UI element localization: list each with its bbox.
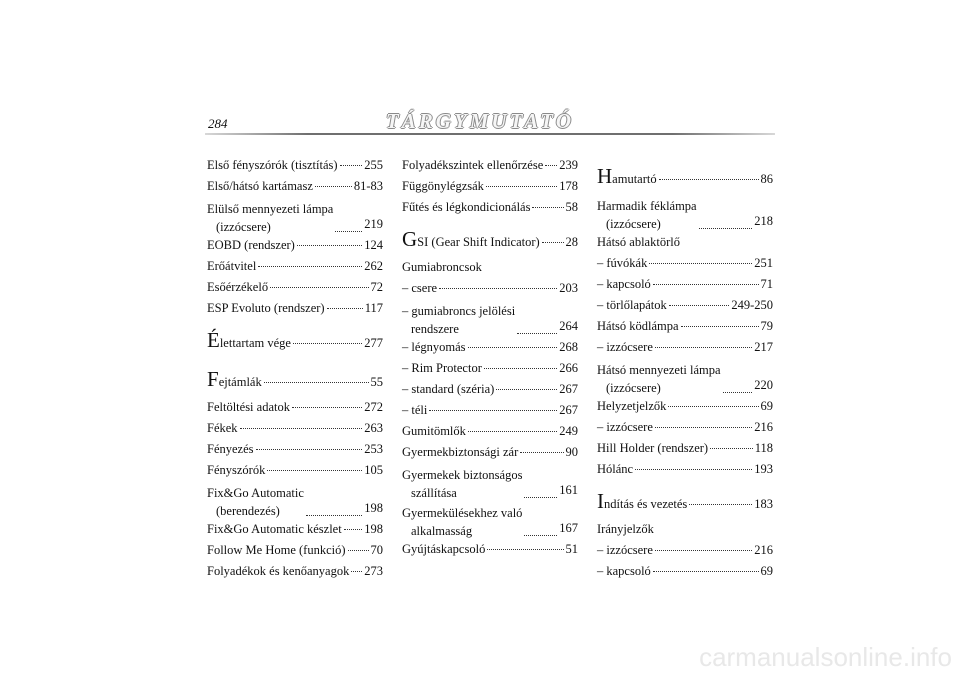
dot-leader — [258, 266, 362, 267]
index-entry-label — [402, 197, 530, 218]
page-reference: 161 — [559, 483, 578, 497]
index-entry-label — [597, 232, 680, 253]
page-reference: 262 — [364, 259, 383, 273]
index-entry-label — [597, 337, 653, 358]
dot-leader — [348, 550, 369, 551]
index-entry-text: EOBD (rendszer) — [207, 238, 295, 252]
index-entry-label — [597, 360, 721, 396]
index-entry-text: Hátsó ablaktörlő — [597, 235, 680, 249]
index-entry — [207, 256, 383, 277]
index-entry-label — [207, 483, 304, 519]
index-entry-text: – légnyomás — [402, 340, 466, 354]
index-entry — [207, 197, 383, 235]
dot-leader — [517, 333, 557, 334]
dot-leader — [468, 347, 558, 348]
dot-leader — [264, 382, 369, 383]
index-entry-heading: Elülső mennyezeti lámpa — [207, 202, 334, 216]
page-reference: 266 — [559, 361, 578, 375]
index-entry — [402, 463, 578, 501]
dot-leader — [545, 165, 557, 166]
index-entry-label — [402, 278, 437, 299]
index-entry — [207, 298, 383, 319]
index-entry-label — [207, 561, 349, 582]
page-reference: 198 — [364, 522, 383, 536]
page-reference: 55 — [370, 375, 383, 389]
page-reference: 105 — [364, 463, 383, 477]
index-entry — [207, 418, 383, 439]
page-reference: 183 — [754, 497, 773, 511]
index-entry-subtext: rendszere — [411, 322, 459, 336]
index-entry — [402, 278, 578, 299]
dot-leader — [699, 228, 753, 229]
page-reference: 178 — [559, 179, 578, 193]
dot-leader — [486, 186, 557, 187]
page-reference: 277 — [364, 336, 383, 350]
page-reference: 118 — [754, 441, 773, 455]
index-entry-label — [597, 253, 647, 274]
dot-leader — [659, 179, 759, 180]
index-entry — [402, 539, 578, 560]
dot-leader — [344, 529, 363, 530]
index-entry-label — [207, 298, 325, 319]
index-entry-label — [402, 465, 522, 501]
index-entry-text: Hátsó ködlámpa — [597, 319, 679, 333]
page-reference: 198 — [364, 501, 383, 515]
index-entry — [597, 540, 773, 561]
dot-leader — [542, 242, 564, 243]
page-reference: 203 — [559, 281, 578, 295]
page-reference: 267 — [559, 403, 578, 417]
dot-leader — [468, 431, 557, 432]
index-entry-label — [597, 196, 697, 232]
index-entry-text: Fékek — [207, 421, 238, 435]
page-number: 284 — [208, 116, 228, 131]
index-entry-label — [207, 155, 338, 176]
index-entry-label — [207, 519, 342, 540]
letter-initial: G — [402, 227, 418, 251]
index-entry-label — [207, 460, 265, 481]
index-entry-heading: Gyermekülésekhez való — [402, 506, 523, 520]
page-reference: 58 — [565, 200, 578, 214]
page-reference: 253 — [364, 442, 383, 456]
page-reference: 79 — [760, 319, 773, 333]
index-entry-label — [597, 519, 654, 540]
page-reference: 249 — [559, 424, 578, 438]
page-reference: 72 — [370, 280, 383, 294]
page-reference: 28 — [565, 235, 578, 249]
letter-initial: F — [207, 367, 219, 391]
index-entry-label — [402, 539, 485, 560]
dot-leader — [681, 326, 759, 327]
index-entry-label — [597, 396, 666, 417]
letter-initial: É — [207, 328, 220, 352]
index-entry — [597, 459, 773, 480]
index-entry-text: Gumiabroncsok — [402, 260, 482, 274]
index-entry-label — [207, 540, 346, 561]
index-entry-heading: – gumiabroncs jelölési — [402, 304, 516, 318]
index-entry-label — [597, 561, 651, 582]
index-entry-label — [597, 166, 657, 190]
dot-leader — [689, 504, 752, 505]
index-entry — [207, 519, 383, 540]
index-entry-label — [207, 176, 313, 197]
index-entry-label — [207, 235, 295, 256]
index-entry-subtext: (berendezés) — [216, 504, 280, 518]
index-entry-label — [207, 277, 268, 298]
index-column-3 — [597, 155, 773, 582]
dot-leader — [496, 389, 557, 390]
index-entry — [402, 501, 578, 539]
page-reference: 51 — [565, 542, 578, 556]
index-entry-text: lettartam vége — [219, 336, 291, 350]
dot-leader — [524, 497, 557, 498]
dot-leader — [439, 288, 557, 289]
index-entry-text: Függönylégzsák — [402, 179, 484, 193]
index-entry-text: Hólánc — [597, 462, 634, 476]
index-entry — [597, 232, 773, 253]
dot-leader — [297, 245, 362, 246]
index-entry — [402, 442, 578, 463]
dot-leader — [487, 549, 563, 550]
index-entry — [207, 277, 383, 298]
index-entry-label — [402, 400, 427, 421]
page-reference: 81-83 — [353, 179, 383, 193]
index-entry-label — [597, 274, 651, 295]
page-reference: 264 — [559, 319, 578, 333]
index-entry-text: ESP Evoluto (rendszer) — [207, 301, 325, 315]
index-column-1 — [207, 155, 383, 582]
header-rule — [205, 133, 775, 135]
page-reference: 218 — [754, 214, 773, 228]
dot-leader — [655, 550, 752, 551]
index-entry-text: Első fényszórók (tisztítás) — [207, 158, 338, 172]
index-entry — [597, 166, 773, 194]
page-reference: 217 — [754, 340, 773, 354]
index-entry-text: Hill Holder (rendszer) — [597, 441, 709, 455]
index-entry — [597, 253, 773, 274]
index-column-2 — [402, 155, 578, 560]
index-entry — [402, 400, 578, 421]
dot-leader — [429, 410, 557, 411]
page-reference: 263 — [364, 421, 383, 435]
index-entry — [597, 561, 773, 582]
index-entry — [207, 330, 383, 358]
index-entry-label — [402, 176, 484, 197]
dot-leader — [669, 305, 730, 306]
index-entry-label — [402, 155, 543, 176]
index-entry-text: Első/hátsó kartámasz — [207, 179, 313, 193]
page-reference: 167 — [559, 521, 578, 535]
index-entry-text: – fúvókák — [597, 256, 648, 270]
index-entry-label — [207, 439, 254, 460]
index-entry — [597, 491, 773, 519]
index-entry-text: Irányjelzők — [597, 522, 654, 536]
index-entry-text: – izzócsere — [597, 420, 653, 434]
index-entry-label — [402, 337, 466, 358]
index-entry — [597, 519, 773, 540]
index-entry — [597, 316, 773, 337]
dot-leader — [520, 452, 563, 453]
letter-initial: I — [597, 489, 604, 513]
page-reference: 69 — [760, 564, 773, 578]
page-reference: 216 — [754, 420, 773, 434]
index-entry-label — [402, 421, 466, 442]
index-entry — [597, 396, 773, 417]
index-entry-label — [597, 438, 708, 459]
index-entry-text: Fényezés — [207, 442, 254, 456]
section-title: TÁRGYMUTATÓ — [385, 109, 575, 133]
dot-leader — [335, 231, 362, 232]
page-reference: 124 — [364, 238, 383, 252]
dot-leader — [524, 535, 557, 536]
dot-leader — [292, 407, 362, 408]
dot-leader — [710, 448, 753, 449]
index-entry-label — [207, 199, 333, 235]
index-entry-text: – kapcsoló — [597, 277, 651, 291]
index-entry — [402, 337, 578, 358]
index-entry — [207, 439, 383, 460]
index-entry — [402, 379, 578, 400]
index-entry — [207, 460, 383, 481]
index-entry-label — [207, 397, 290, 418]
page-reference: 255 — [364, 158, 383, 172]
index-entry-label — [597, 316, 679, 337]
page-reference: 216 — [754, 543, 773, 557]
dot-leader — [723, 392, 753, 393]
index-entry-text: amutartó — [612, 172, 657, 186]
index-entry-text: Feltöltési adatok — [207, 400, 290, 414]
dot-leader — [655, 427, 752, 428]
page-reference: 193 — [754, 462, 773, 476]
index-entry — [207, 176, 383, 197]
index-entry-label — [597, 459, 633, 480]
watermark: carmanualsonline.info — [699, 642, 952, 672]
index-entry — [402, 155, 578, 176]
index-entry-label — [207, 418, 238, 439]
index-entry — [207, 369, 383, 397]
index-entry — [207, 235, 383, 256]
page-reference: 69 — [760, 399, 773, 413]
page-reference: 249-250 — [731, 298, 773, 312]
index-entry-heading: Gyermekek biztonságos — [402, 468, 523, 482]
index-entry-label — [207, 369, 262, 393]
dot-leader — [270, 287, 368, 288]
index-entry-text: Gumitömlők — [402, 424, 466, 438]
index-entry — [207, 540, 383, 561]
index-entry-text: Fényszórók — [207, 463, 266, 477]
index-entry — [402, 421, 578, 442]
dot-leader — [306, 515, 362, 516]
index-entry-label — [207, 330, 291, 354]
dot-leader — [240, 428, 363, 429]
dot-leader — [484, 368, 557, 369]
index-entry-label — [402, 257, 482, 278]
index-entry-subtext: (izzócsere) — [606, 217, 661, 231]
index-entry-text: – izzócsere — [597, 340, 653, 354]
index-entry-subtext: alkalmasság — [411, 524, 473, 538]
dot-leader — [256, 449, 363, 450]
index-entry-text: – téli — [402, 403, 428, 417]
index-entry — [597, 417, 773, 438]
index-entry-text: Gyújtáskapcsoló — [402, 542, 486, 556]
index-entry — [402, 176, 578, 197]
page-reference: 267 — [559, 382, 578, 396]
index-entry-label — [207, 256, 256, 277]
page-reference: 86 — [760, 172, 773, 186]
index-entry-label — [402, 503, 522, 539]
index-entry-label — [597, 417, 653, 438]
index-entry — [597, 194, 773, 232]
page-reference: 71 — [760, 277, 773, 291]
letter-initial: H — [597, 164, 613, 188]
index-entry-text: Gyermekbiztonsági zár — [402, 445, 519, 459]
page-reference: 70 — [370, 543, 383, 557]
dot-leader — [293, 343, 362, 344]
index-entry-label — [402, 379, 494, 400]
dot-leader — [327, 308, 363, 309]
dot-leader — [668, 406, 758, 407]
index-entry-text: ndítás és vezetés — [604, 497, 688, 511]
index-entry-text: Fűtés és légkondicionálás — [402, 200, 531, 214]
page-reference: 272 — [364, 400, 383, 414]
index-entry-label — [402, 358, 482, 379]
index-entry-text: – csere — [402, 281, 438, 295]
dot-leader — [532, 207, 563, 208]
index-entry-text: – standard (széria) — [402, 382, 495, 396]
dot-leader — [635, 469, 752, 470]
index-entry — [207, 561, 383, 582]
index-entry — [402, 229, 578, 257]
index-entry-text: Erőátvitel — [207, 259, 257, 273]
dot-leader — [653, 284, 759, 285]
index-entry-label — [597, 540, 653, 561]
index-entry — [597, 438, 773, 459]
page-reference: 220 — [754, 378, 773, 392]
dot-leader — [351, 571, 362, 572]
index-entry-text: Follow Me Home (funkció) — [207, 543, 346, 557]
index-entry — [402, 299, 578, 337]
index-entry-text: – törlőlapátok — [597, 298, 667, 312]
index-entry-label — [402, 229, 540, 253]
index-entry — [207, 481, 383, 519]
index-entry-text: Folyadékok és kenőanyagok — [207, 564, 350, 578]
page-reference: 251 — [754, 256, 773, 270]
index-entry — [597, 274, 773, 295]
page-reference: 219 — [364, 217, 383, 231]
dot-leader — [655, 347, 752, 348]
index-entry — [207, 397, 383, 418]
index-entry-subtext: szállítása — [411, 486, 457, 500]
index-entry — [207, 155, 383, 176]
index-entry-subtext: (izzócsere) — [216, 220, 271, 234]
page-reference: 268 — [559, 340, 578, 354]
dot-leader — [653, 571, 759, 572]
index-entry-heading: Harmadik féklámpa — [597, 199, 697, 213]
index-entry-text: Esőérzékelő — [207, 280, 269, 294]
page-reference: 273 — [364, 564, 383, 578]
page-reference: 90 — [565, 445, 578, 459]
index-entry-heading: Fix&Go Automatic — [207, 486, 304, 500]
dot-leader — [315, 186, 352, 187]
index-entry-text: – Rim Protector — [402, 361, 482, 375]
dot-leader — [649, 263, 752, 264]
index-entry — [597, 337, 773, 358]
index-entry-label — [402, 301, 515, 337]
index-entry — [402, 257, 578, 278]
index-entry-text: SI (Gear Shift Indicator) — [417, 235, 540, 249]
page-reference: 239 — [559, 158, 578, 172]
index-entry-text: – izzócsere — [597, 543, 653, 557]
index-entry-subtext: (izzócsere) — [606, 381, 661, 395]
index-entry — [402, 197, 578, 218]
index-entry-text: Fix&Go Automatic készlet — [207, 522, 342, 536]
index-entry-text: ejtámlák — [218, 375, 262, 389]
index-entry-text: Helyzetjelzők — [597, 399, 667, 413]
index-entry-text: – kapcsoló — [597, 564, 651, 578]
dot-leader — [340, 165, 363, 166]
index-entry — [402, 358, 578, 379]
dot-leader — [267, 470, 362, 471]
index-entry — [597, 358, 773, 396]
index-entry-text: Folyadékszintek ellenőrzése — [402, 158, 544, 172]
index-entry-label — [597, 491, 687, 515]
index-entry-label — [597, 295, 667, 316]
index-entry-label — [402, 442, 518, 463]
index-entry — [597, 295, 773, 316]
page-reference: 117 — [364, 301, 383, 315]
index-entry-heading: Hátsó mennyezeti lámpa — [597, 363, 721, 377]
